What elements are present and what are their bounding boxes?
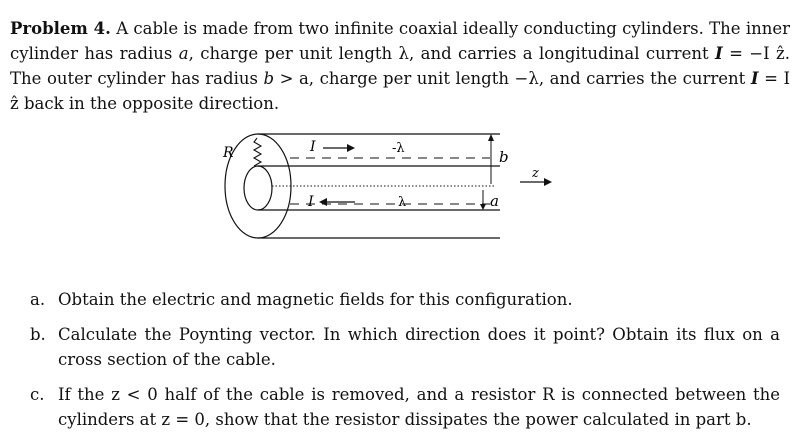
neg-lambda-label: -λ [392, 141, 405, 156]
current-label-top: I [310, 139, 316, 155]
part-b-text: Calculate the Poynting vector. In which direction does it point? Obtain its flux on a cross section of the cable. [58, 325, 780, 369]
part-b-label: b. [30, 325, 46, 344]
parts-list [10, 287, 780, 442]
problem-label: Problem 4. [10, 19, 111, 38]
problem-text-4: > a, charge per unit length −λ, and carries the current [274, 69, 751, 88]
symbol-I: I [714, 44, 723, 63]
problem-text-5: = I ẑ back in the opposite direction. [10, 69, 791, 113]
outer-cylinder-end [225, 134, 291, 238]
part-c-label: c. [30, 385, 45, 404]
part-a-text: Obtain the electric and magnetic fields for this configuration. [58, 290, 573, 309]
part-a-label: a. [30, 290, 46, 309]
problem-text-2: , charge per unit length λ, and carries a longitudinal current [188, 44, 715, 63]
current-label-bottom: I [308, 194, 314, 210]
inner-cylinder-end [244, 166, 272, 210]
lambda-label: λ [398, 195, 407, 210]
a-label: a [490, 192, 499, 210]
z-axis-arrowhead [544, 178, 552, 186]
resistor-label: R [223, 145, 234, 161]
part-b [10, 322, 780, 372]
symbol-b: b [263, 69, 275, 88]
problem-text-3: = −I ẑ. The outer cylinder has radius [10, 44, 790, 88]
b-label: b [499, 148, 509, 166]
coaxial-cable-figure [210, 128, 570, 258]
current-arrow-left-head [319, 198, 327, 206]
part-a [10, 287, 780, 312]
resistor-symbol [254, 138, 261, 166]
symbol-a: a [178, 44, 189, 63]
problem-text-1: A cable is made from two infinite coaxial ideally conducting cylinders. The inner cylinder has radius [10, 19, 790, 63]
symbol-I-2: I [750, 69, 759, 88]
part-c-text: If the z < 0 half of the cable is removed, and a resistor R is connected between the cylinders at z = 0, show that the resistor dissipates the power calculated in part b. [58, 385, 780, 429]
problem-statement [10, 16, 790, 116]
z-label: z [532, 166, 539, 181]
a-dimension-arrowhead [480, 204, 486, 210]
part-c [10, 382, 780, 432]
b-dimension-arrowhead [488, 134, 494, 141]
current-arrow-right-head [347, 144, 355, 152]
